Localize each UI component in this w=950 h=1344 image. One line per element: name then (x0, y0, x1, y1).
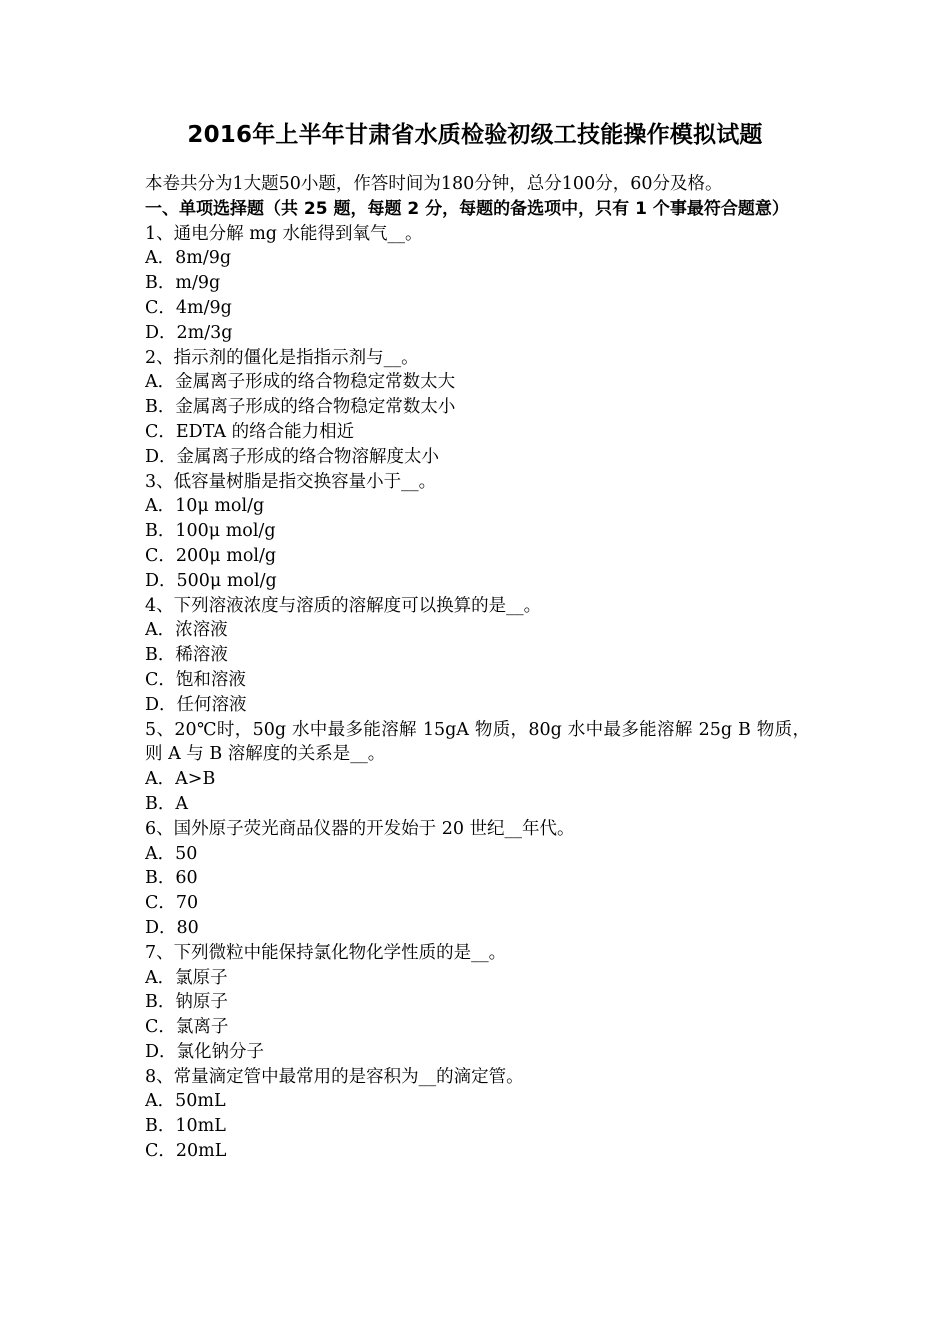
option-a: A．10μ mol/g (145, 496, 265, 517)
question-4 (145, 594, 810, 718)
question-stem: 5、20℃时，50g 水中最多能溶解 15gA 物质，80g 水中最多能溶解 25g B 物质，则 A 与 B 溶解度的关系是__。 (145, 719, 810, 765)
option-b: B．金属离子形成的络合物稳定常数太小 (145, 397, 456, 418)
question-8 (145, 1065, 810, 1164)
option-d: D．任何溶液 (145, 694, 247, 715)
question-stem: 6、国外原子荧光商品仪器的开发始于 20 世纪__年代。 (145, 818, 575, 839)
question-stem: 7、下列微粒中能保持氯化物化学性质的是__。 (145, 942, 507, 963)
option-d: D．500μ mol/g (145, 570, 277, 591)
option-d: D．80 (145, 917, 199, 938)
option-b: B．稀溶液 (145, 645, 228, 666)
document-title: 2016年上半年甘肃省水质检验初级工技能操作模拟试题 (187, 122, 763, 148)
option-c: C．氯离子 (145, 1017, 229, 1038)
option-b: B．100μ mol/g (145, 521, 276, 542)
question-1 (145, 222, 810, 346)
option-a: A．A>B (145, 769, 216, 790)
option-c: C．饱和溶液 (145, 669, 246, 690)
option-b: B．m/9g (145, 273, 221, 294)
option-b: B．钠原子 (145, 992, 228, 1013)
option-a: A．浓溶液 (145, 620, 228, 641)
question-5 (145, 718, 810, 817)
option-a: A．8m/9g (145, 248, 232, 269)
exam-intro: 本卷共分为1大题50小题，作答时间为180分钟，总分100分，60分及格。 (145, 174, 723, 194)
question-3 (145, 470, 810, 594)
option-a: A．金属离子形成的络合物稳定常数太大 (145, 372, 456, 393)
question-stem: 2、指示剂的僵化是指指示剂与__。 (145, 347, 419, 368)
option-c: C．4m/9g (145, 297, 232, 318)
option-c: C．20mL (145, 1141, 227, 1162)
section-heading: 一、单项选择题（共 25 题，每题 2 分，每题的备选项中，只有 1 个事最符合题意） (145, 198, 789, 219)
option-d: D．金属离子形成的络合物溶解度太小 (145, 446, 440, 467)
option-b: B．A (145, 793, 188, 814)
option-a: A．氯原子 (145, 967, 228, 988)
question-stem: 4、下列溶液浓度与溶质的溶解度可以换算的是__。 (145, 595, 542, 616)
option-c: C．70 (145, 893, 199, 914)
question-stem: 8、常量滴定管中最常用的是容积为__的滴定管。 (145, 1066, 524, 1087)
question-stem: 1、通电分解 mg 水能得到氧气__。 (145, 223, 423, 244)
question-stem: 3、低容量树脂是指交换容量小于__。 (145, 471, 437, 492)
option-a: A．50 (145, 843, 198, 864)
option-d: D．2m/3g (145, 322, 233, 343)
option-b: B．10mL (145, 1116, 226, 1137)
question-7 (145, 941, 810, 1065)
document-body (145, 172, 810, 1164)
option-a: A．50mL (145, 1091, 226, 1112)
option-c: C．EDTA 的络合能力相近 (145, 421, 355, 442)
question-2 (145, 346, 810, 470)
question-6 (145, 817, 810, 941)
option-b: B．60 (145, 868, 198, 889)
option-d: D．氯化钠分子 (145, 1041, 265, 1062)
option-c: C．200μ mol/g (145, 545, 277, 566)
